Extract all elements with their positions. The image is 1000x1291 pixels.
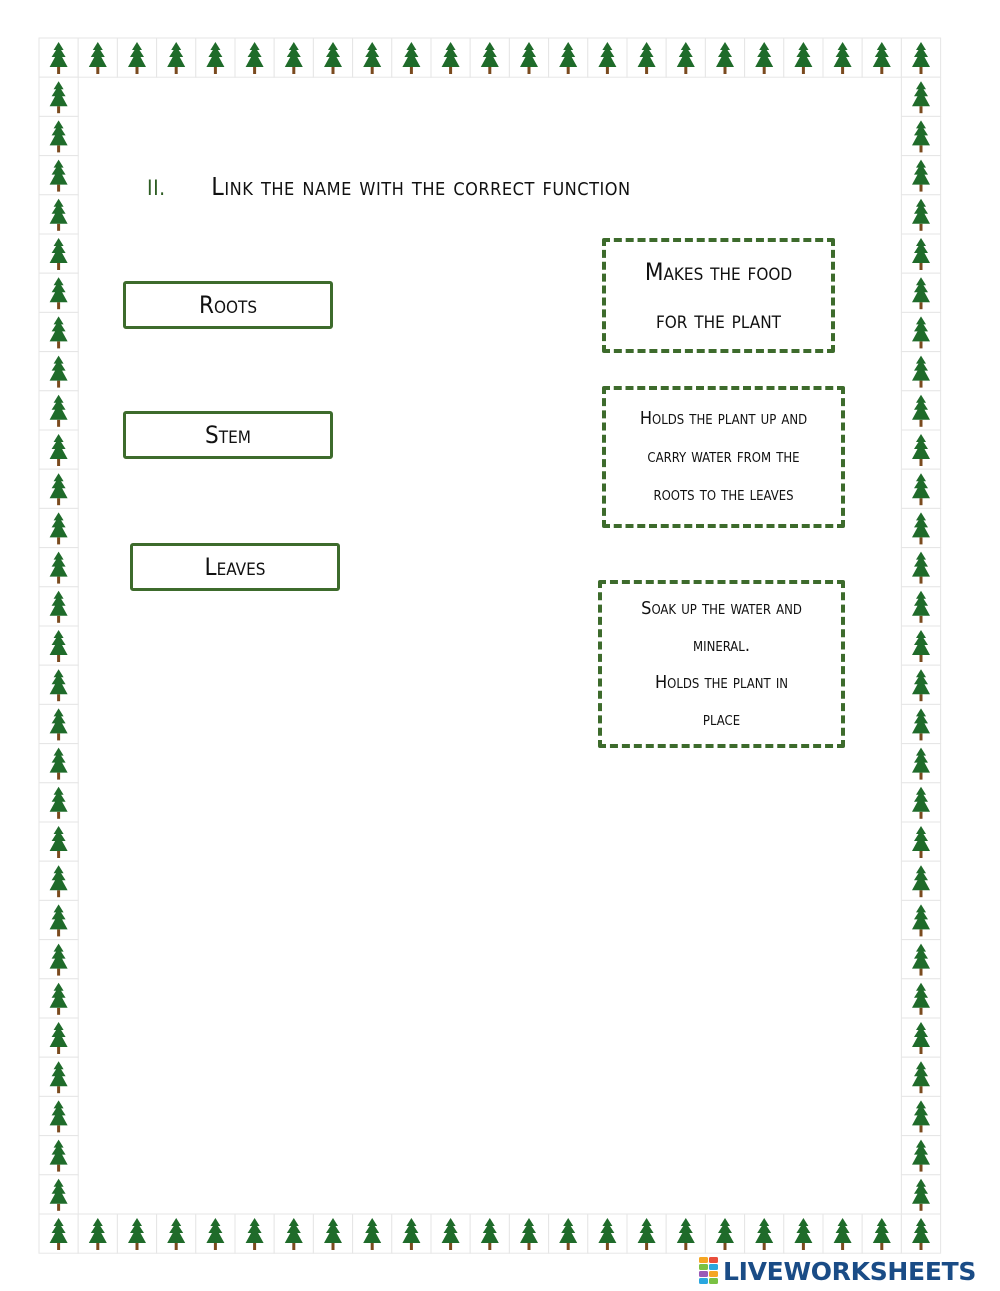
pine-tree-icon [78,1214,117,1253]
pine-tree-icon [901,116,940,155]
function-line: for the plant [655,305,782,334]
pine-tree-icon [235,38,274,77]
pine-tree-icon [39,704,78,743]
liveworksheets-logo-text: LIVEWORKSHEETS [723,1256,977,1286]
exercise-number: II. [147,176,166,200]
pine-tree-icon [901,430,940,469]
pine-tree-icon [901,1136,940,1175]
function-line: Holds the plant in [654,672,789,693]
pine-tree-icon [901,822,940,861]
name-box-stem[interactable]: Stem [123,411,333,459]
pine-tree-icon [901,744,940,783]
pine-tree-icon [862,38,901,77]
function-box-soak-up-water[interactable] [598,580,845,748]
pine-tree-icon [901,587,940,626]
pine-tree-icon [39,1096,78,1135]
liveworksheets-logo [699,1256,976,1286]
pine-tree-icon [784,38,823,77]
pine-tree-icon [901,1175,940,1214]
pine-tree-icon [509,1214,548,1253]
function-line: Soak up the water and [641,598,802,619]
pine-tree-icon [901,1018,940,1057]
pine-tree-icon [39,312,78,351]
pine-tree-icon [392,1214,431,1253]
pine-tree-icon [901,234,940,273]
pine-tree-icon [39,391,78,430]
pine-tree-icon [39,195,78,234]
pine-tree-icon [39,587,78,626]
pine-tree-icon [157,1214,196,1253]
pine-tree-icon [745,1214,784,1253]
pine-tree-icon [862,1214,901,1253]
pine-tree-icon [313,1214,352,1253]
function-box-makes-food[interactable] [602,238,835,353]
pine-tree-icon [39,469,78,508]
pine-tree-icon [235,1214,274,1253]
function-line: Holds the plant up and [639,408,808,429]
pine-tree-icon [117,38,156,77]
pine-tree-icon [901,312,940,351]
pine-tree-icon [39,234,78,273]
pine-tree-icon [196,38,235,77]
pine-tree-icon [705,1214,744,1253]
pine-tree-icon [627,1214,666,1253]
pine-tree-icon [784,1214,823,1253]
pine-tree-icon [39,626,78,665]
name-box-leaves[interactable]: Leaves [130,543,340,591]
pine-tree-icon [39,1214,78,1253]
exercise-instruction: Link the name with the correct function [211,172,631,201]
pine-tree-icon [274,1214,313,1253]
pine-tree-icon [39,861,78,900]
pine-tree-icon [901,900,940,939]
pine-tree-icon [39,900,78,939]
pine-tree-icon [666,38,705,77]
pine-tree-icon [901,195,940,234]
pine-tree-icon [901,861,940,900]
pine-tree-icon [78,38,117,77]
liveworksheets-logo-icon [699,1257,719,1285]
pine-tree-icon [705,38,744,77]
function-line: roots to the leaves [653,484,794,505]
function-box-holds-plant-up[interactable] [602,386,845,528]
pine-tree-icon [666,1214,705,1253]
function-line: mineral. [693,635,750,656]
pine-tree-icon [588,38,627,77]
pine-tree-icon [901,783,940,822]
pine-tree-icon [39,822,78,861]
pine-tree-icon [39,979,78,1018]
pine-tree-icon [823,1214,862,1253]
pine-tree-icon [431,1214,470,1253]
pine-tree-icon [901,626,940,665]
function-line: carry water from the [647,446,800,467]
pine-tree-icon [353,1214,392,1253]
pine-tree-icon [431,38,470,77]
pine-tree-icon [39,783,78,822]
pine-tree-icon [901,979,940,1018]
pine-tree-icon [39,430,78,469]
pine-tree-icon [196,1214,235,1253]
pine-tree-icon [39,1175,78,1214]
pine-tree-icon [745,38,784,77]
pine-tree-icon [39,548,78,587]
pine-tree-icon [39,1136,78,1175]
pine-tree-icon [901,508,940,547]
pine-tree-icon [313,38,352,77]
pine-tree-icon [39,156,78,195]
pine-tree-icon [901,469,940,508]
pine-tree-icon [901,156,940,195]
pine-tree-icon [39,1057,78,1096]
pine-tree-icon [549,38,588,77]
pine-tree-icon [39,273,78,312]
pine-tree-icon [274,38,313,77]
pine-tree-icon [901,391,940,430]
pine-tree-icon [901,1057,940,1096]
pine-tree-icon [39,77,78,116]
pine-tree-icon [39,38,78,77]
pine-tree-icon [470,1214,509,1253]
pine-tree-icon [901,940,940,979]
name-box-roots[interactable]: Roots [123,281,333,329]
pine-tree-icon [39,352,78,391]
pine-tree-icon [901,1214,940,1253]
pine-tree-icon [549,1214,588,1253]
pine-tree-icon [470,38,509,77]
pine-tree-icon [901,665,940,704]
pine-tree-icon [39,1018,78,1057]
pine-tree-icon [39,940,78,979]
pine-tree-icon [901,704,940,743]
pine-tree-icon [39,744,78,783]
pine-tree-icon [39,116,78,155]
pine-tree-icon [39,665,78,704]
pine-tree-icon [901,548,940,587]
pine-tree-icon [588,1214,627,1253]
pine-tree-icon [353,38,392,77]
pine-tree-icon [627,38,666,77]
pine-tree-icon [39,508,78,547]
pine-tree-icon [901,77,940,116]
pine-tree-icon [157,38,196,77]
pine-tree-icon [901,273,940,312]
pine-tree-icon [117,1214,156,1253]
pine-tree-icon [823,38,862,77]
exercise-heading [147,172,631,201]
pine-tree-icon [392,38,431,77]
pine-tree-icon [901,38,940,77]
function-line: Makes the food [644,257,793,286]
pine-tree-icon [509,38,548,77]
pine-tree-icon [901,352,940,391]
pine-tree-icon [901,1096,940,1135]
function-line: place [702,709,741,730]
